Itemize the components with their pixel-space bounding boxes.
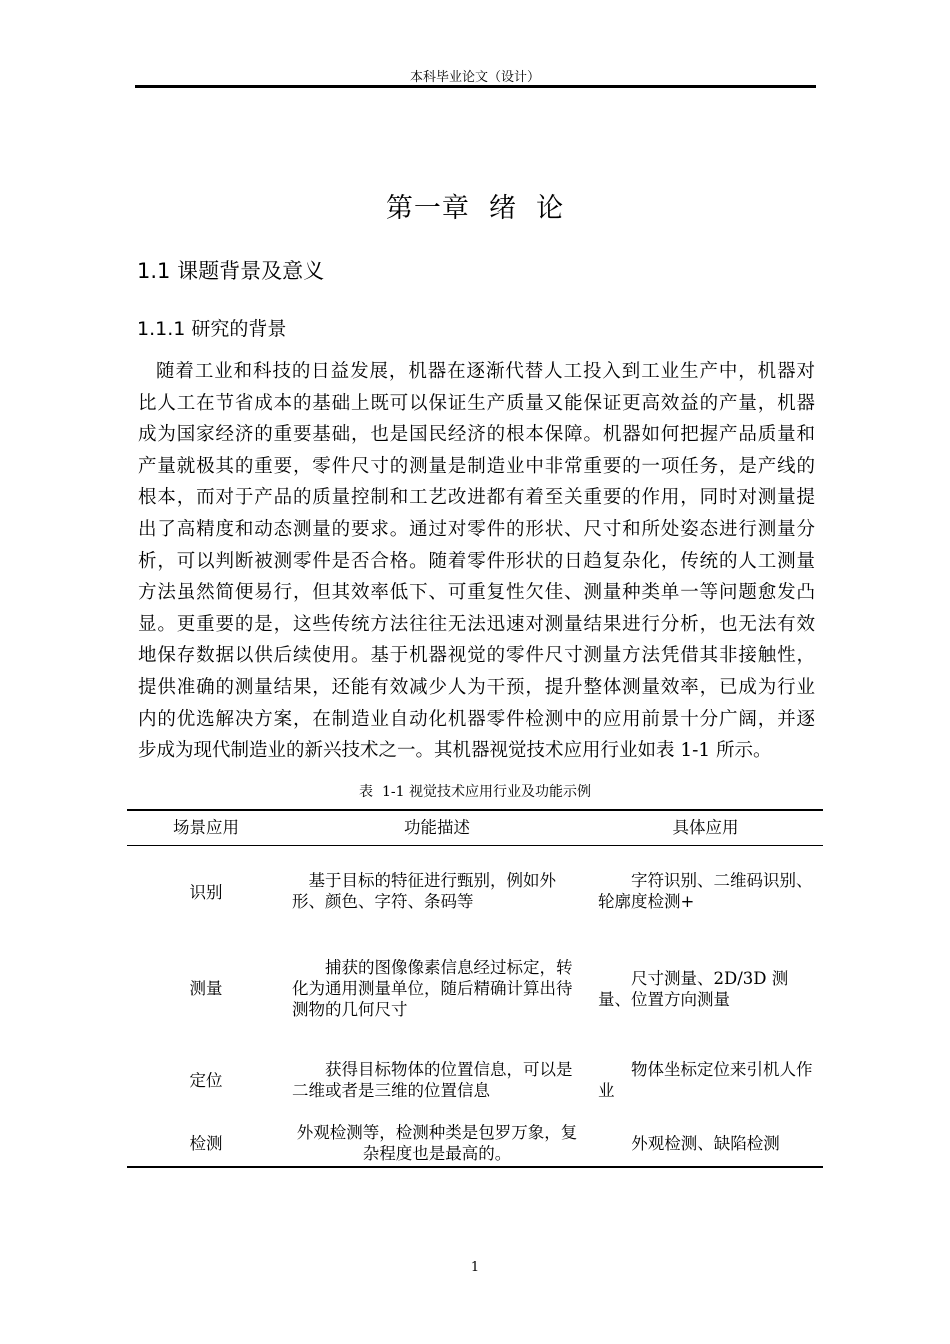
cell-desc: 外观检测等，检测种类是包罗万象，复杂程度也是最高的。 [296,1123,578,1163]
paragraph-line: 析，可以判断被测零件是否合格。随着零件形状的日趋复杂化，传统的人工测量 [138,550,815,572]
paragraph-line: 步成为现代制造业的新兴技术之一。其机器视觉技术应用行业如表 1-1 所示。 [138,740,772,762]
cell-app: 字符识别、二维码识别、轮廓度检测+ [598,871,813,911]
cell-desc: 获得目标物体的位置信息，可以是二维或者是三维的位置信息 [292,1060,573,1100]
cell-desc: 基于目标的特征进行甄别，例如外形、颜色、字符、条码等 [292,871,556,911]
paragraph-line: 根本，而对于产品的质量控制和工艺改进都有着至关重要的作用，同时对测量提 [138,487,815,509]
paragraph-line: 产量就极其的重要，零件尺寸的测量是制造业中非常重要的一项任务，是产线的 [138,455,815,477]
cell-app: 物体坐标定位来引机人作业 [598,1060,813,1100]
paragraph-line: 显。更重要的是，这些传统方法往往无法迅速对测量结果进行分析，也无法有效 [138,613,815,635]
table-header-app: 具体应用 [672,818,739,837]
section-heading: 1.1 课题背景及意义 [137,259,325,283]
paragraph-line: 地保存数据以供后续使用。基于机器视觉的零件尺寸测量方法凭借其非接触性， [138,645,815,667]
cell-scene: 测量 [189,979,223,998]
table-top-rule [127,809,823,811]
paragraph-line: 出了高精度和动态测量的要求。通过对零件的形状、尺寸和所处姿态进行测量分 [138,518,815,540]
cell-scene: 定位 [189,1071,223,1090]
subsection-heading: 1.1.1 研究的背景 [137,318,287,340]
page-number: 1 [470,1260,480,1275]
paragraph-line: 方法虽然简便易行，但其效率低下、可重复性欠佳、测量种类单一等问题愈发凸 [138,582,815,604]
table-header-rule [127,845,823,846]
paragraph-line: 比人工在节省成本的基础上既可以保证生产质量又能保证更高效益的产量，机器 [138,392,815,414]
paragraph-line: 提供准确的测量结果，还能有效减少人为干预，提升整体测量效率，已成为行业 [138,676,815,698]
cell-desc: 捕获的图像像素信息经过标定，转化为通用测量单位，随后精确计算出待测物的几何尺寸 [292,958,573,1019]
body-paragraph [138,358,815,769]
table-header-scene: 场景应用 [173,818,239,837]
table-caption: 表 1-1 视觉技术应用行业及功能示例 [359,784,591,800]
chapter-title: 第一章 绪 论 [385,193,565,224]
paragraph-line: 内的优选解决方案，在制造业自动化机器零件检测中的应用前景十分广阔，并逐 [138,708,815,730]
running-header: 本科毕业论文（设计） [409,70,540,85]
cell-app: 外观检测、缺陷检测 [631,1134,780,1153]
table-bottom-rule [127,1166,823,1168]
table-header-desc: 功能描述 [404,818,470,837]
cell-app: 尺寸测量、2D/3D 测量、位置方向测量 [598,969,789,1009]
cell-scene: 检测 [189,1134,223,1153]
paragraph-line: 随着工业和科技的日益发展，机器在逐渐代替人工投入到工业生产中，机器对 [156,361,815,382]
header-rule [135,85,816,88]
paragraph-line: 成为国家经济的重要基础，也是国民经济的根本保障。机器如何把握产品质量和 [138,424,815,446]
cell-scene: 识别 [189,883,223,902]
